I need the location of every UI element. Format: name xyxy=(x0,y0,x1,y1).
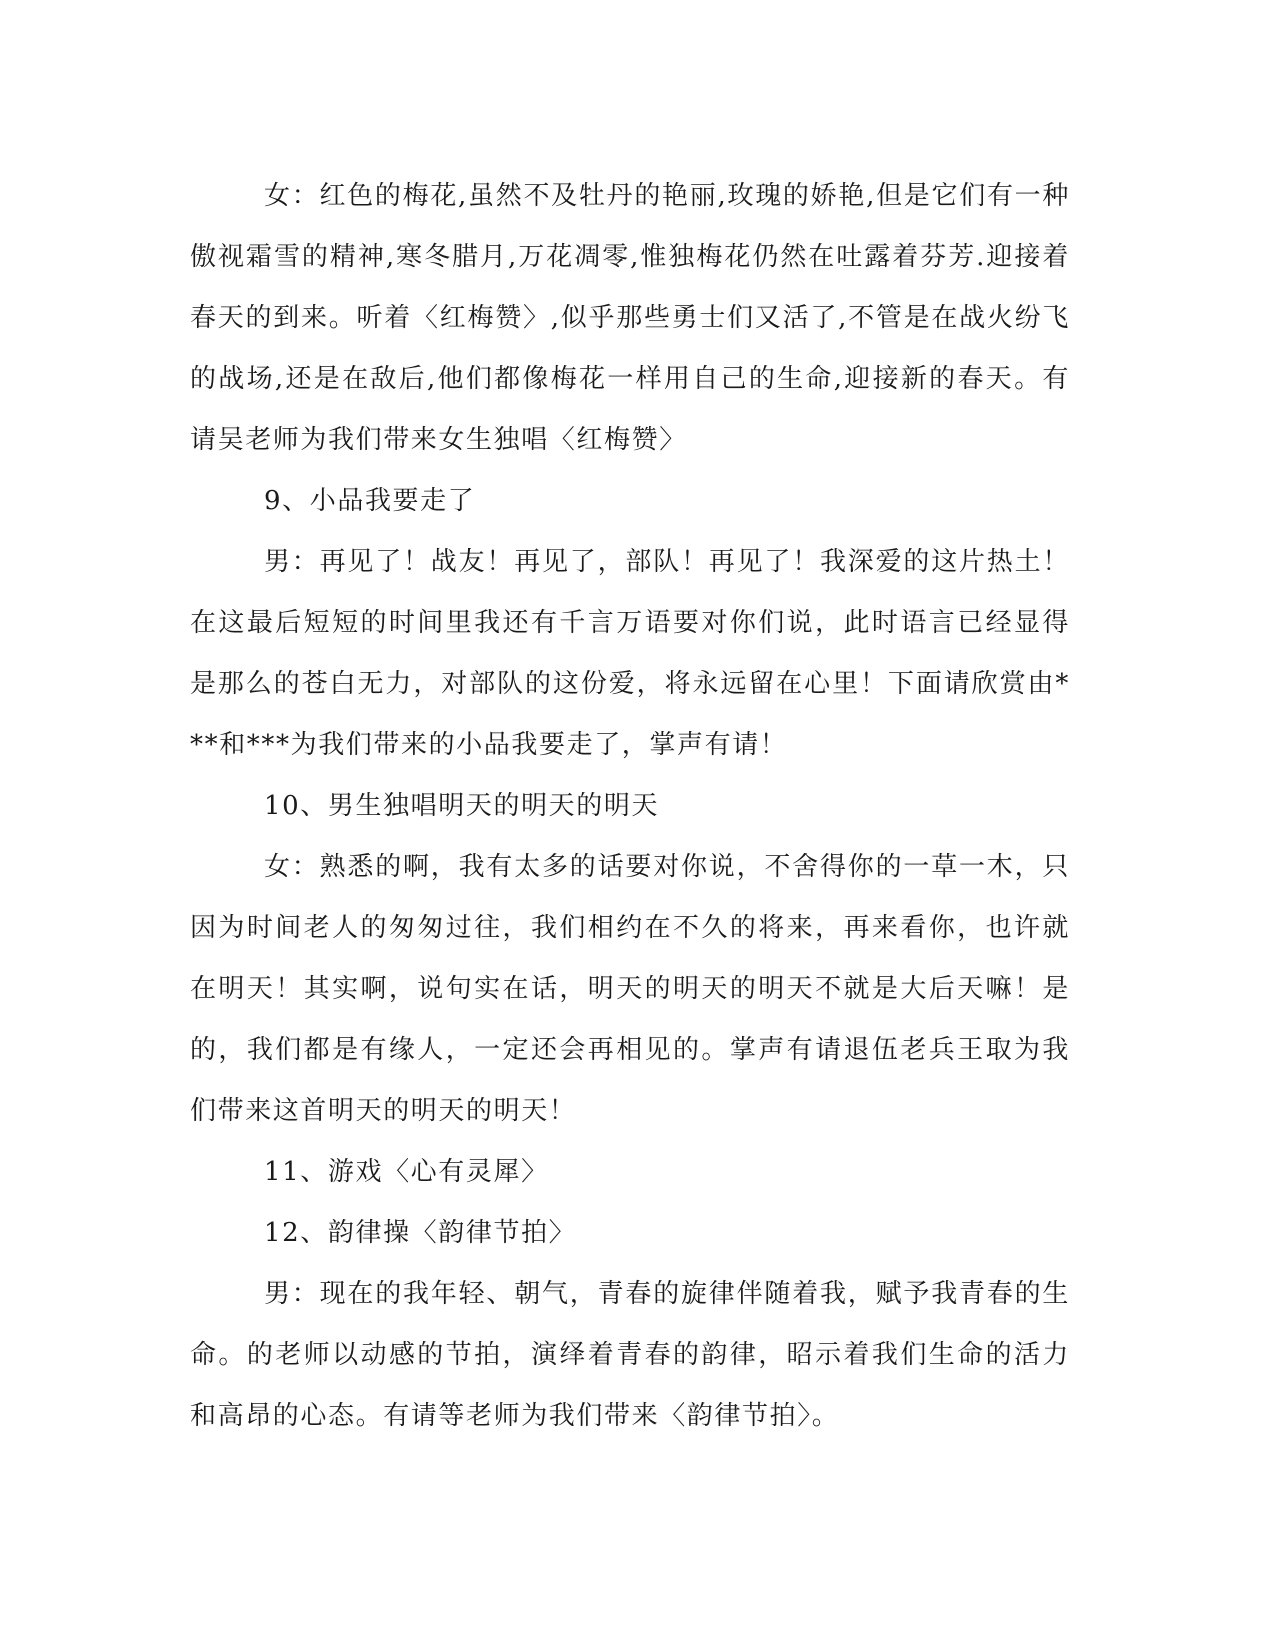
program-item-9: 9、小品我要走了 xyxy=(264,486,476,516)
paragraph-female-host-plum: 女：红色的梅花,虽然不及牡丹的艳丽,玫瑰的娇艳,但是它们有一种傲视霜雪的精神,寒冬腊月,万花凋零,惟独梅花仍然在吐露着芬芳.迎接着春天的到来。听着〈红梅赞〉,似乎那些勇士们又活了,不管是在战火纷飞的战场,还是在敌后,他们都像梅花一样用自己的生命,迎接新的春天。有请吴老师为我们带来女生独唱〈红梅赞〉 xyxy=(190,181,1070,455)
paragraph-female-host-tomorrow: 女：熟悉的啊，我有太多的话要对你说，不舍得你的一草一木，只因为时间老人的匆匆过往，我们相约在不久的将来，再来看你，也许就在明天！其实啊，说句实在话，明天的明天的明天不就是大后天嘛！是的，我们都是有缘人，一定还会再相见的。掌声有请退伍老兵王取为我们带来这首明天的明天的明天！ xyxy=(190,852,1070,1126)
program-item-10: 10、男生独唱明天的明天的明天 xyxy=(264,791,660,821)
program-item-12: 12、韵律操〈韵律节拍〉 xyxy=(264,1218,577,1248)
paragraph-male-host-rhythm: 男：现在的我年轻、朝气，青春的旋律伴随着我，赋予我青春的生命。的老师以动感的节拍，演绎着青春的韵律，昭示着我们生命的活力和高昂的心态。有请等老师为我们带来〈韵律节拍〉。 xyxy=(190,1279,1070,1431)
program-item-11: 11、游戏〈心有灵犀〉 xyxy=(264,1157,549,1187)
document-body xyxy=(190,166,1070,1447)
paragraph-male-host-farewell: 男：再见了！战友！再见了，部队！再见了！我深爱的这片热土！在这最后短短的时间里我还有千言万语要对你们说，此时语言已经显得是那么的苍白无力，对部队的这份爱，将永远留在心里！下面请欣赏由***和***为我们带来的小品我要走了，掌声有请！ xyxy=(190,547,1070,760)
